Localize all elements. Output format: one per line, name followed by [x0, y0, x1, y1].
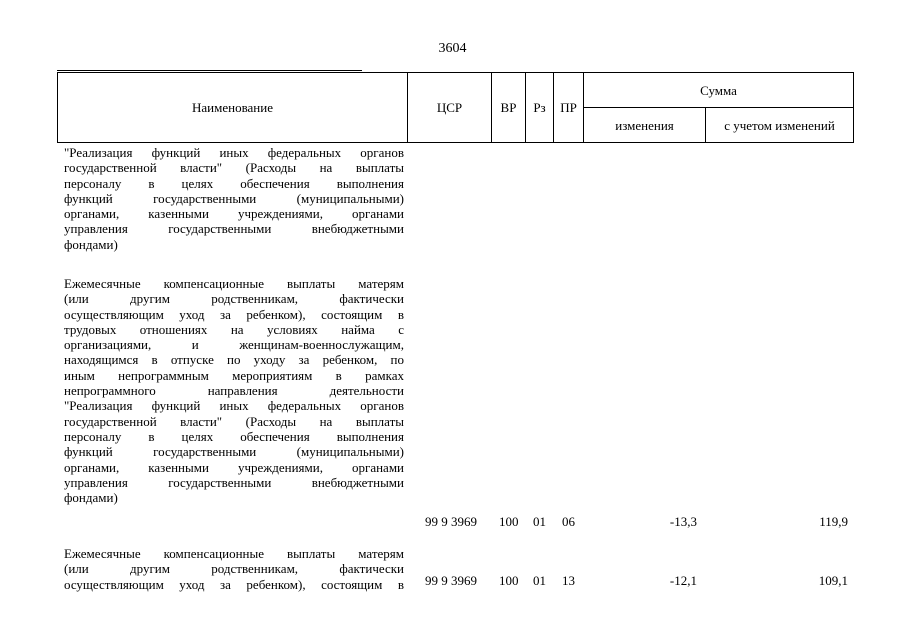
top-rule — [57, 70, 362, 71]
row-name: Ежемесячные компенсационные выплаты матерям (или другим родственникам, фактически осуществляющим уход за ребенком), состоящим в — [64, 546, 404, 592]
header-csr: ЦСР — [408, 73, 492, 143]
header-sum: Сумма — [584, 73, 854, 108]
row-values — [0, 573, 905, 589]
header-change: изменения — [584, 108, 706, 143]
cell-total: 109,1 — [818, 573, 848, 588]
row-name: "Реализация функций иных федеральных органов государственной власти" (Расходы на выплаты персоналу в целях обеспечения выполнения функций государственными (муниципальными) органами, казенными учреждениями, органами управления государственными внебюджетными фондами) — [64, 145, 404, 252]
cell-change: -13,3 — [669, 514, 697, 529]
cell-pr: 13 — [562, 573, 575, 588]
cell-rz: 01 — [533, 514, 546, 529]
header-with-changes: с учетом изменений — [706, 108, 854, 143]
cell-total: 119,9 — [819, 514, 848, 529]
table-header — [57, 72, 854, 143]
cell-vr: 100 — [499, 514, 519, 529]
page-number: 3604 — [438, 41, 467, 56]
header-vr: ВР — [492, 73, 526, 143]
cell-csr: 99 9 3969 — [425, 514, 477, 529]
row-values — [0, 514, 905, 530]
row-name: Ежемесячные компенсационные выплаты матерям (или другим родственникам, фактически осуществляющим уход за ребенком), состоящим в трудовых отношениях на условиях найма с организациями, и женщинам-военнослужащим, находящимся в отпуске по уходу за ребенком, по иным непрограммным мероприятиям в рамках непрограммного направления деятельности "Реализация функций иных федеральных органов государственной власти" (Расходы на выплаты персоналу в целях обеспечения выполнения функций государственными (муниципальными) органами, казенными учреждениями, органами управления государственными внебюджетными фондами) — [64, 276, 404, 506]
cell-pr: 06 — [562, 514, 575, 529]
header-pr: ПР — [554, 73, 584, 143]
cell-rz: 01 — [533, 573, 546, 588]
header-name: Наименование — [58, 73, 408, 143]
cell-csr: 99 9 3969 — [425, 573, 477, 588]
cell-vr: 100 — [499, 573, 519, 588]
header-rz: Рз — [526, 73, 554, 143]
cell-change: -12,1 — [669, 573, 697, 588]
